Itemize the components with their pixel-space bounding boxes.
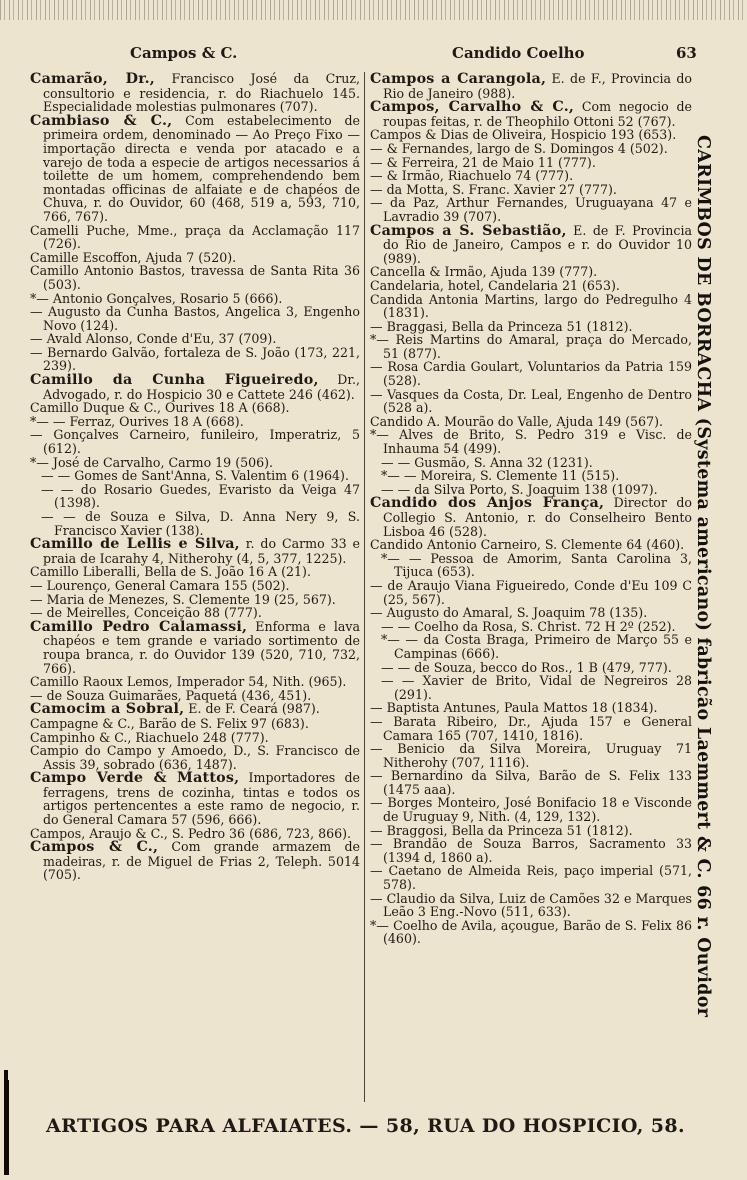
- entry-text: Camille Escoffon, Ajuda 7 (520).: [30, 249, 237, 265]
- directory-entry: [370, 606, 692, 620]
- entry-text: E. de F. Ceará (987).: [184, 701, 320, 717]
- entry-text: Campagne & C., Barão de S. Felix 97 (683).: [30, 715, 309, 731]
- directory-entry: [370, 456, 692, 470]
- directory-entry: [370, 279, 692, 293]
- directory-entry: [30, 305, 360, 332]
- directory-entry: [370, 701, 692, 715]
- entry-text: — Vasques da Costa, Dr. Leal, Engenho de Dentro (528 a).: [370, 386, 692, 416]
- directory-entry: [370, 919, 692, 946]
- entry-text: — Bernardo Galvão, fortaleza de S. João (173, 221, 239).: [30, 344, 360, 374]
- entry-text: — Lourenço, General Camara 155 (502).: [30, 577, 290, 593]
- entry-text: — da Paz, Arthur Fernandes, Uruguayana 47 e Lavradio 39 (707).: [370, 195, 692, 224]
- margin-ink-bar: [4, 1080, 9, 1175]
- running-header-left: Campos & C.: [130, 44, 238, 62]
- directory-entry: [30, 620, 360, 675]
- side-advertisement-text: CARIMBOS DE BORRACHA (Systema americano) fabricão Laemmert & C. 66 r. Ouvidor: [693, 135, 713, 1018]
- directory-entry: [370, 100, 692, 128]
- entry-text: — — Gusmão, S. Anna 32 (1231).: [381, 454, 593, 470]
- entry-text: — Rosa Cardia Goulart, Voluntarios da Patria 159 (528).: [370, 359, 692, 389]
- directory-entry: [370, 169, 692, 183]
- directory-entry: [370, 538, 692, 552]
- entry-text: — Brandão de Souza Barros, Sacramento 33 (1394 d, 1860 a).: [370, 836, 692, 865]
- entry-text: *— Coelho de Avila, açougue, Barão de S. Felix 86 (460).: [370, 917, 692, 947]
- entry-text: — Claudio da Silva, Luiz de Camões 32 e Marques Leão 3 Eng.-Novo (511, 633).: [370, 890, 692, 920]
- directory-entry: [370, 360, 692, 387]
- entry-text: — — Gomes de Sant'Anna, S. Valentim 6 (1964).: [41, 468, 349, 484]
- entry-text: — Baptista Antunes, Paula Mattos 18 (1834).: [370, 700, 658, 716]
- entry-text: — Maria de Menezes, S. Clemente 19 (25, 567).: [30, 591, 336, 607]
- side-advertisement: [693, 135, 728, 1145]
- entry-text: Candida Antonia Martins, largo do Pedregulho 4 (1831).: [370, 291, 692, 321]
- directory-entry: [30, 510, 360, 537]
- entry-text: *— José de Carvalho, Carmo 19 (506).: [30, 454, 274, 470]
- entry-text: — Gonçalves Carneiro, funileiro, Imperatriz, 5 (612).: [30, 427, 360, 457]
- directory-entry: [30, 565, 360, 579]
- entry-text: Campinho & C., Riachuelo 248 (777).: [30, 729, 269, 745]
- entry-heading: Campos & C.,: [30, 839, 159, 856]
- directory-entry: [370, 483, 692, 497]
- directory-entry: [30, 72, 360, 114]
- entry-text: Camillo Duque & C., Ourives 18 A (668).: [30, 400, 290, 416]
- directory-entry: [30, 415, 360, 429]
- directory-entry: [30, 717, 360, 731]
- entry-text: Camillo Liberalli, Bella de S. João 16 A (21).: [30, 564, 311, 580]
- directory-entry: [370, 674, 692, 701]
- margin-ink-mark: [4, 1070, 8, 1080]
- directory-entry: [30, 744, 360, 771]
- entry-text: — Benicio da Silva Moreira, Uruguay 71 Nitherohy (707, 1116).: [370, 741, 692, 770]
- column-divider: [364, 72, 365, 1102]
- entry-text: — — de Souza, becco do Ros., 1 B (479, 777).: [381, 659, 672, 675]
- directory-entry: [370, 620, 692, 634]
- entry-text: — — do Rosario Guedes, Evaristo da Veiga 47 (1398).: [41, 481, 360, 511]
- directory-entry: [370, 320, 692, 334]
- entry-text: Enforma e lava chapéos e tem grande e variado sortimento de roupa branca, r. do Ouvidor 139 (520, 710, 732, 766).: [43, 618, 360, 676]
- right-column: [370, 72, 692, 946]
- entry-text: *— — Ferraz, Ourives 18 A (668).: [30, 413, 244, 429]
- entry-text: Cancella & Irmão, Ajuda 139 (777).: [370, 264, 598, 280]
- entry-text: *— — Pessoa de Amorim, Santa Carolina 3, Tijuca (653).: [381, 550, 692, 580]
- directory-entry: [30, 731, 360, 745]
- directory-entry: [30, 702, 360, 717]
- entry-text: *— — Moreira, S. Clemente 11 (515).: [381, 468, 620, 484]
- directory-entry: [370, 142, 692, 156]
- entry-text: — Bernardino da Silva, Barão de S. Felix 133 (1475 aaa).: [370, 768, 692, 797]
- directory-entry: [370, 224, 692, 266]
- directory-entry: [30, 593, 360, 607]
- entry-text: — de Souza Guimarães, Paquetá (436, 451).: [30, 687, 312, 703]
- directory-entry: [30, 689, 360, 703]
- entry-heading: Camillo Pedro Calamassi,: [30, 618, 248, 635]
- directory-entry: [30, 292, 360, 306]
- directory-entry: [370, 864, 692, 891]
- directory-entry: [370, 824, 692, 838]
- entry-text: Campos & Dias de Oliveira, Hospicio 193 (653).: [370, 127, 677, 143]
- directory-entry: [30, 332, 360, 346]
- directory-entry: [370, 388, 692, 415]
- entry-text: Camillo Antonio Bastos, travessa de Santa Rita 36 (503).: [30, 263, 360, 292]
- directory-entry: [30, 827, 360, 841]
- directory-entry: [370, 742, 692, 769]
- entry-text: Dr., Advogado, r. do Hospicio 30 e Cattete 246 (462).: [43, 372, 360, 402]
- entry-text: Com negocio de roupas feitas, r. de Theophilo Ottoni 52 (767).: [383, 99, 693, 129]
- directory-entry: [30, 264, 360, 291]
- directory-entry: [30, 579, 360, 593]
- directory-entry: [30, 251, 360, 265]
- entry-text: Candelaria, hotel, Candelaria 21 (653).: [370, 277, 620, 293]
- directory-entry: [370, 892, 692, 919]
- directory-entry: [30, 771, 360, 826]
- directory-entry: [30, 224, 360, 251]
- entry-text: — & Irmão, Riachuelo 74 (777).: [370, 168, 574, 184]
- entry-text: Candido Antonio Carneiro, S. Clemente 64 (460).: [370, 537, 685, 553]
- running-header-center: Candido Coelho: [452, 44, 585, 62]
- directory-entry: [370, 579, 692, 606]
- directory-entry: [370, 265, 692, 279]
- directory-entry: [370, 661, 692, 675]
- directory-entry: [30, 840, 360, 882]
- entry-text: *— Alves de Brito, S. Pedro 319 e Visc. de Inhauma 54 (499).: [370, 427, 692, 457]
- entry-text: — Caetano de Almeida Reis, paço imperial (571, 578).: [370, 863, 692, 893]
- directory-entry: [370, 196, 692, 223]
- entry-text: — — Coelho da Rosa, S. Christ. 72 H 2º (252).: [381, 618, 676, 634]
- entry-text: E. de F., Provincia do Rio de Janeiro (988).: [383, 71, 692, 101]
- entry-heading: Cambiaso & C.,: [30, 112, 173, 129]
- entry-text: — & Ferreira, 21 de Maio 11 (777).: [370, 154, 596, 170]
- entry-text: Francisco José da Cruz, consultorio e residencia, r. do Riachuelo 145. Especialidade molestias pulmonares (707).: [43, 71, 361, 115]
- entry-text: — Augusto da Cunha Bastos, Angelica 3, Engenho Novo (124).: [30, 304, 360, 333]
- entry-heading: Camillo de Lellis e Silva,: [30, 536, 240, 553]
- entry-text: — de Araujo Viana Figueiredo, Conde d'Eu 109 C (25, 567).: [370, 577, 692, 607]
- entry-text: — Braggasi, Bella da Princeza 51 (1812).: [370, 318, 633, 334]
- directory-entry: [30, 373, 360, 401]
- scan-noise-strip: [0, 0, 747, 20]
- entry-text: — Avald Alonso, Conde d'Eu, 37 (709).: [30, 331, 277, 347]
- entry-text: — — Xavier de Brito, Vidal de Negreiros 28 (291).: [381, 673, 692, 702]
- entry-text: — Augusto do Amaral, S. Joaquim 78 (135).: [370, 605, 648, 621]
- directory-entry: [30, 675, 360, 689]
- entry-text: Camillo Raoux Lemos, Imperador 54, Nith. (965).: [30, 674, 347, 690]
- entry-heading: Campos a S. Sebastião,: [370, 222, 567, 239]
- directory-entry: [370, 837, 692, 864]
- directory-entry: [30, 456, 360, 470]
- directory-entry: [370, 415, 692, 429]
- entry-text: *— — da Costa Braga, Primeiro de Março 55 e Campinas (666).: [381, 632, 692, 661]
- entry-heading: Camarão, Dr.,: [30, 71, 155, 87]
- left-column: [30, 72, 360, 882]
- directory-entry: [370, 469, 692, 483]
- directory-entry: [370, 72, 692, 100]
- directory-entry: [30, 401, 360, 415]
- directory-entry: [370, 769, 692, 796]
- entry-text: Camelli Puche, Mme., praça da Acclamação 117 (726).: [30, 222, 360, 252]
- entry-text: Importadores de ferragens, trens de cozinha, tintas e todos os artigos pertencentes a este ramo de negocio, r. do General Camara 57 (596, 666).: [43, 770, 360, 828]
- directory-entry: [370, 796, 692, 823]
- entry-text: Com grande armazem de madeiras, r. de Miguel de Frias 2, Teleph. 5014 (705).: [43, 839, 360, 883]
- entry-text: Director do Collegio S. Antonio, r. do Conselheiro Bento Lisboa 46 (528).: [383, 495, 692, 539]
- directory-entry: [370, 633, 692, 660]
- directory-entry: [30, 346, 360, 373]
- entry-text: — Barata Ribeiro, Dr., Ajuda 157 e General Camara 165 (707, 1410, 1816).: [370, 713, 692, 743]
- entry-text: — da Motta, S. Franc. Xavier 27 (777).: [370, 181, 617, 197]
- directory-entry: [30, 428, 360, 455]
- entry-text: E. de F. Provincia do Rio de Janeiro, Campos e r. do Ouvidor 10 (989).: [383, 222, 692, 266]
- directory-entry: [370, 428, 692, 455]
- entry-heading: Campo Verde & Mattos,: [30, 770, 240, 787]
- entry-text: *— Reis Martins do Amaral, praça do Mercado, 51 (877).: [370, 332, 692, 361]
- entry-text: *— Antonio Gonçalves, Rosario 5 (666).: [30, 290, 283, 306]
- directory-entry: [30, 483, 360, 510]
- entry-heading: Camocim a Sobral,: [30, 701, 185, 718]
- directory-entry: [370, 156, 692, 170]
- directory-entry: [30, 114, 360, 224]
- entry-text: r. do Carmo 33 e praia de Icarahy 4, Nitherohy (4, 5, 377, 1225).: [43, 536, 361, 566]
- entry-text: — & Fernandes, largo de S. Domingos 4 (502).: [370, 140, 668, 156]
- directory-entry: [370, 496, 692, 538]
- entry-text: — de Meirelles, Conceição 88 (777).: [30, 605, 262, 621]
- entry-text: Campio do Campo y Amoedo, D., S. Francisco de Assis 39, sobrado (636, 1487).: [30, 743, 360, 772]
- directory-entry: [370, 552, 692, 579]
- entry-text: — Borges Monteiro, José Bonifacio 18 e Visconde de Uruguay 9, Nith. (4, 129, 132).: [370, 795, 692, 825]
- page-number: 63: [676, 44, 697, 62]
- directory-entry: [370, 333, 692, 360]
- directory-entry: [30, 537, 360, 565]
- entry-text: Campos, Araujo & C., S. Pedro 36 (686, 723, 866).: [30, 825, 352, 841]
- entry-text: Com estabelecimento de primeira ordem, denominado — Ao Preço Fixo — importação directa e venda por atacado e a varejo de toda a especie de artigos necessarios á toilette de um homem, comprehendendo bem montadas officinas de alfaiate e de chapéos de Chuva, r. do Ouvidor, 60 (468, 519 a, 593, 710, 766, 767).: [43, 112, 360, 224]
- directory-entry: [30, 469, 360, 483]
- entry-heading: Campos a Carangola,: [370, 71, 547, 87]
- entry-text: Candido A. Mourão do Valle, Ajuda 149 (567).: [370, 413, 663, 429]
- directory-entry: [370, 128, 692, 142]
- entry-text: — — de Souza e Silva, D. Anna Nery 9, S. Francisco Xavier (138).: [41, 509, 360, 538]
- entry-heading: Campos, Carvalho & C.,: [370, 99, 575, 116]
- entry-text: — — da Silva Porto, S. Joaquim 138 (1097).: [381, 481, 658, 497]
- entry-heading: Camillo da Cunha Figueiredo,: [30, 372, 319, 389]
- entry-text: — Braggosi, Bella da Princeza 51 (1812).: [370, 822, 633, 838]
- directory-entry: [370, 715, 692, 742]
- entry-heading: Candido dos Anjos França,: [370, 495, 605, 512]
- directory-entry: [370, 183, 692, 197]
- directory-entry: [30, 606, 360, 620]
- directory-entry: [370, 293, 692, 320]
- footer-advertisement: ARTIGOS PARA ALFAIATES. — 58, RUA DO HOSPICIO, 58.: [46, 1115, 686, 1137]
